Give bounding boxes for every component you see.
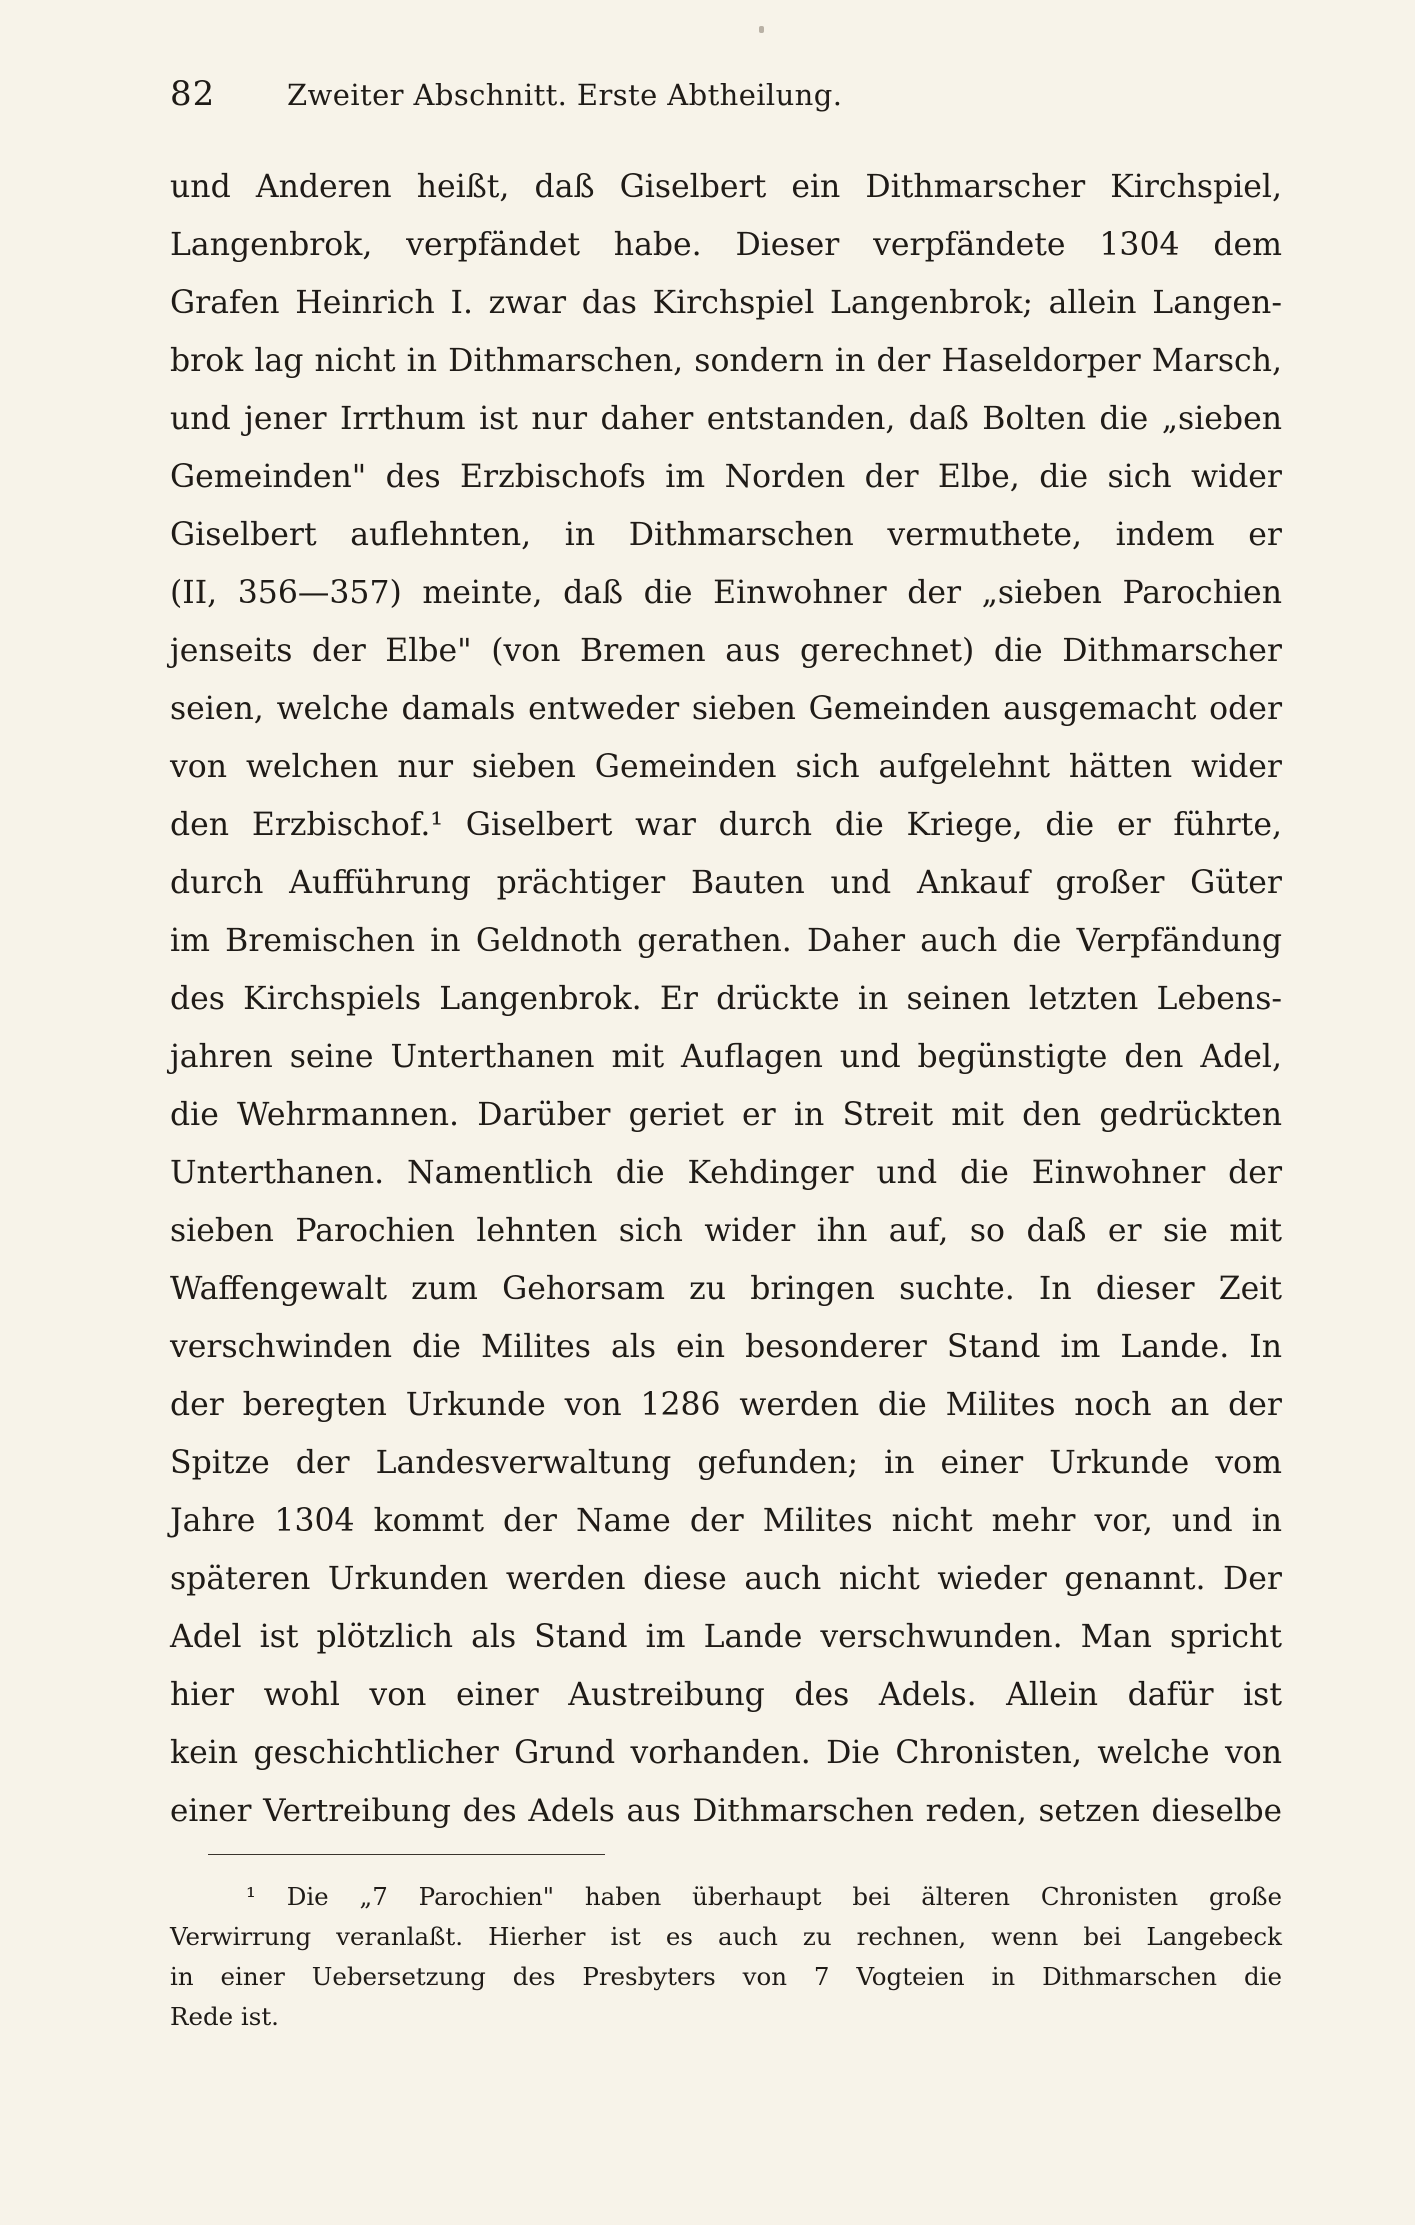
- text-line: der beregten Urkunde von 1286 werden die Milites noch an der: [170, 1387, 1282, 1423]
- footnote-line: Rede ist.: [170, 2002, 279, 2031]
- text-line: im Bremischen in Geldnoth gerathen. Daher auch die Verpfändung: [170, 923, 1282, 959]
- text-line: des Kirchspiels Langenbrok. Er drückte in seinen letzten Lebens-: [170, 981, 1282, 1017]
- running-header: [170, 72, 1285, 122]
- text-line: jahren seine Unterthanen mit Auflagen und begünstigte den Adel,: [170, 1039, 1282, 1075]
- section-title: Zweiter Abschnitt. Erste Abtheilung.: [287, 78, 843, 112]
- text-line: Giselbert auflehnten, in Dithmarschen vermuthete, indem er: [170, 517, 1282, 553]
- footnote-line: Verwirrung veranlaßt. Hierher ist es auch zu rechnen, wenn bei Langebeck: [170, 1922, 1282, 1951]
- text-line: jenseits der Elbe" (von Bremen aus gerechnet) die Dithmarscher: [170, 633, 1282, 669]
- text-line: den Erzbischof.¹ Giselbert war durch die Kriege, die er führte,: [170, 807, 1282, 843]
- text-line: Langenbrok, verpfändet habe. Dieser verpfändete 1304 dem: [170, 227, 1282, 263]
- text-line: Spitze der Landesverwaltung gefunden; in einer Urkunde vom: [170, 1445, 1282, 1481]
- footnote-marker: ¹: [246, 1882, 256, 1911]
- text-line: Unterthanen. Namentlich die Kehdinger und die Einwohner der: [170, 1155, 1282, 1191]
- text-line: und jener Irrthum ist nur daher entstanden, daß Bolten die „sieben: [170, 401, 1282, 437]
- text-line: späteren Urkunden werden diese auch nicht wieder genannt. Der: [170, 1561, 1282, 1597]
- footnote-line: [170, 1877, 1282, 1917]
- text-line: Adel ist plötzlich als Stand im Lande verschwunden. Man spricht: [170, 1619, 1282, 1655]
- footnote-line: in einer Uebersetzung des Presbyters von 7 Vogteien in Dithmarschen die: [170, 1962, 1282, 1991]
- text-line: (II, 356—357) meinte, daß die Einwohner der „sieben Parochien: [170, 575, 1282, 611]
- text-line: Waffengewalt zum Gehorsam zu bringen suchte. In dieser Zeit: [170, 1271, 1282, 1307]
- text-line: kein geschichtlicher Grund vorhanden. Die Chronisten, welche von: [170, 1735, 1282, 1771]
- text-line: hier wohl von einer Austreibung des Adels. Allein dafür ist: [170, 1677, 1282, 1713]
- text-line: Gemeinden" des Erzbischofs im Norden der Elbe, die sich wider: [170, 459, 1282, 495]
- text-line: sieben Parochien lehnten sich wider ihn auf, so daß er sie mit: [170, 1213, 1282, 1249]
- text-line: seien, welche damals entweder sieben Gemeinden ausgemacht oder: [170, 691, 1282, 727]
- main-text: [170, 158, 1282, 1840]
- text-line: Grafen Heinrich I. zwar das Kirchspiel Langenbrok; allein Langen-: [170, 285, 1282, 321]
- text-line: von welchen nur sieben Gemeinden sich aufgelehnt hätten wider: [170, 749, 1282, 785]
- page-number: 82: [170, 74, 216, 114]
- text-line: Jahre 1304 kommt der Name der Milites nicht mehr vor, und in: [170, 1503, 1282, 1539]
- text-line: einer Vertreibung des Adels aus Dithmarschen reden, setzen dieselbe: [170, 1793, 1282, 1829]
- text-line: und Anderen heißt, daß Giselbert ein Dithmarscher Kirchspiel,: [170, 169, 1282, 205]
- text-line: durch Aufführung prächtiger Bauten und Ankauf großer Güter: [170, 865, 1282, 901]
- footnote-divider: [208, 1854, 605, 1855]
- text-line: die Wehrmannen. Darüber geriet er in Streit mit den gedrückten: [170, 1097, 1282, 1133]
- text-line: verschwinden die Milites als ein besonderer Stand im Lande. In: [170, 1329, 1282, 1365]
- footnote-text: Die „7 Parochien" haben überhaupt bei älteren Chronisten große: [286, 1882, 1282, 1911]
- ink-speck: [759, 26, 764, 33]
- text-line: brok lag nicht in Dithmarschen, sondern in der Haseldorper Marsch,: [170, 343, 1282, 379]
- footnote: [170, 1877, 1282, 2037]
